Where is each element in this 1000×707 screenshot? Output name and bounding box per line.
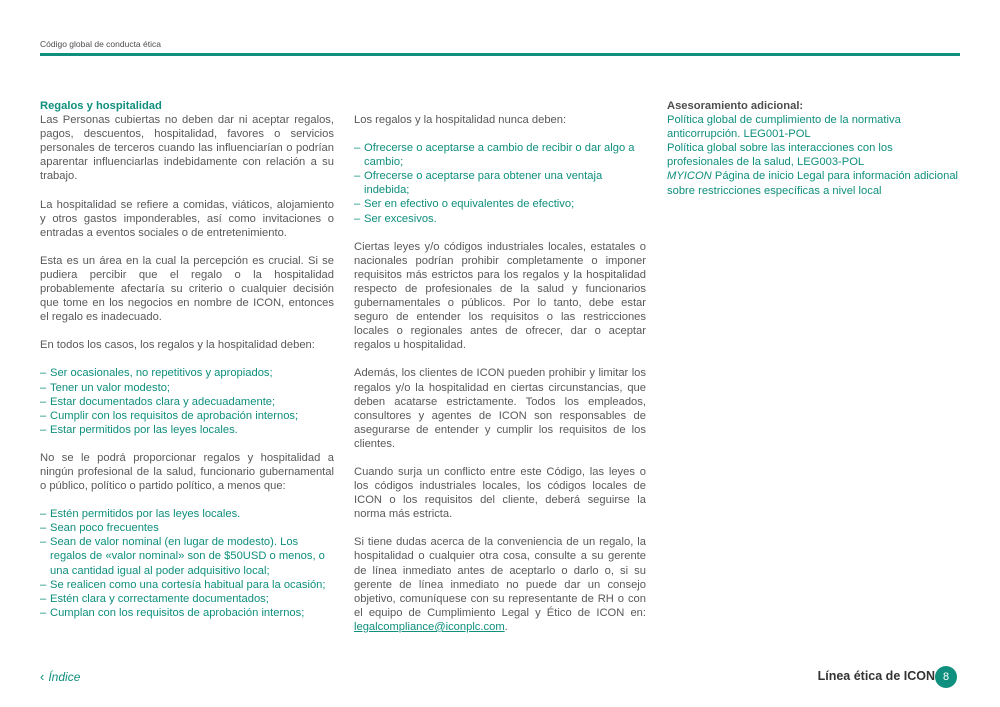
resources-list xyxy=(667,113,960,198)
paragraph: Cuando surja un conflicto entre este Código, las leyes o los códigos industriales locales, los códigos locales de ICON o los requisitos del cliente, deberá seguirse la norma más estricta. xyxy=(354,465,646,521)
resource-link-hcp-interactions[interactable]: Política global sobre las interacciones con los profesionales de la salud, LEG003-POL xyxy=(667,142,893,169)
running-header: Código global de conducta ética xyxy=(40,39,161,49)
paragraph: La hospitalidad se refiere a comidas, viáticos, alojamiento y otros gastos imponderables, así como invitaciones o entradas a eventos sociales o de entretenimiento. xyxy=(40,198,334,239)
index-link[interactable] xyxy=(40,669,80,684)
email-link[interactable]: legalcompliance@iconplc.com xyxy=(354,620,505,633)
list-item: – Cumplir con los requisitos de aprobación internos; xyxy=(40,409,334,423)
never-list xyxy=(354,141,646,226)
list-item: – Cumplan con los requisitos de aprobación internos; xyxy=(40,606,334,620)
list-item: – Sean poco frecuentes xyxy=(40,521,334,535)
paragraph-text: Si tiene dudas acerca de la conveniencia de un regalo, la hospitalidad o cualquier otra cosa, consulte a su gerente de línea inmediato antes de aceptarlo o darlo o, si su gerente de línea inmediato no puede dar un consejo objetivo, comuníquese con su representante de RH o con el equipo de Cumplimiento Legal y Ético de ICON en: xyxy=(354,536,646,619)
page-number-badge: 8 xyxy=(935,666,957,688)
column-1 xyxy=(40,99,334,634)
paragraph: Esta es un área en la cual la percepción es crucial. Si se pudiera percibir que el regalo o la hospitalidad probablemente afectaría su criterio o cualquier decisión que tome en los negocios en nombre de ICON, entonces el regalo es inadecuado. xyxy=(40,254,334,324)
paragraph: No se le podrá proporcionar regalos y hospitalidad a ningún profesional de la salud, funcionario gubernamental o público, político o partido político, a menos que: xyxy=(40,451,334,493)
chevron-left-icon: ‹ xyxy=(40,669,45,684)
paragraph xyxy=(354,535,646,634)
paragraph: Ciertas leyes y/o códigos industriales locales, estatales o nacionales podrían prohibir completamente o imponer requisitos más estrictos para los regalos y la hospitalidad respecto de profesionales de la salud y funcionarios gubernamentales o públicos. Por lo tanto, debe estar seguro de entender los requisitos o las restricciones locales o regionales antes de ofrecer, dar o aceptar regalos u hospitalidad. xyxy=(354,240,646,352)
column-2 xyxy=(354,99,646,648)
paragraph: Las Personas cubiertas no deben dar ni aceptar regalos, pagos, descuentos, hospitalidad, favores o servicios personales de terceros cuando las influenciarían o podrían aparentar influenciarlas indebidamente con relación a su trabajo. xyxy=(40,114,334,183)
list-item: – Ofrecerse o aceptarse para obtener una ventaja indebida; xyxy=(354,169,646,197)
email-suffix: . xyxy=(504,620,508,633)
footer-title: Línea ética de ICON xyxy=(817,669,935,683)
myicon-description: Página de inicio Legal para información adicional sobre restricciones específicas a nivel local xyxy=(667,170,959,197)
column-3 xyxy=(667,99,960,198)
paragraph: Los regalos y la hospitalidad nunca deben: xyxy=(354,114,567,126)
sidebar-heading: Asesoramiento adicional: xyxy=(667,100,804,112)
list-item: – Estén permitidos por las leyes locales. xyxy=(40,507,334,521)
unless-list xyxy=(40,507,334,620)
list-item: – Ser excesivos. xyxy=(354,212,646,226)
resource-link-myicon[interactable] xyxy=(667,169,960,197)
list-item: – Ofrecerse o aceptarse a cambio de recibir o dar algo a cambio; xyxy=(354,141,646,169)
resource-link-anticorruption[interactable]: Política global de cumplimiento de la normativa anticorrupción. LEG001-POL xyxy=(667,114,901,141)
myicon-label: MYICON xyxy=(667,170,712,183)
list-item: – Sean de valor nominal (en lugar de modesto). Los regalos de «valor nominal» son de $50USD o menos, o una cantidad igual al poder adquisitivo local; xyxy=(40,535,334,577)
list-item: – Estar documentados clara y adecuadamente; xyxy=(40,395,334,409)
paragraph: En todos los casos, los regalos y la hospitalidad deben: xyxy=(40,339,315,352)
paragraph: Además, los clientes de ICON pueden prohibir y limitar los regalos y/o la hospitalidad en ciertas circunstancias, que deben acatarse estrictamente. Todos los empleados, consultores y agentes de ICON son responsables de asegurarse de entender y cumplir los requisitos de los clientes. xyxy=(354,367,646,450)
section-heading: Regalos y hospitalidad xyxy=(40,100,162,112)
list-item: – Se realicen como una cortesía habitual para la ocasión; xyxy=(40,578,334,592)
list-item: – Tener un valor modesto; xyxy=(40,381,334,395)
must-list xyxy=(40,366,334,436)
list-item: – Ser en efectivo o equivalentes de efectivo; xyxy=(354,197,646,211)
list-item: – Estén clara y correctamente documentados; xyxy=(40,592,334,606)
list-item: – Ser ocasionales, no repetitivos y apropiados; xyxy=(40,366,334,380)
header-rule xyxy=(40,53,960,56)
list-item: – Estar permitidos por las leyes locales. xyxy=(40,423,334,437)
spacer xyxy=(354,99,646,113)
index-label: Índice xyxy=(48,669,81,684)
